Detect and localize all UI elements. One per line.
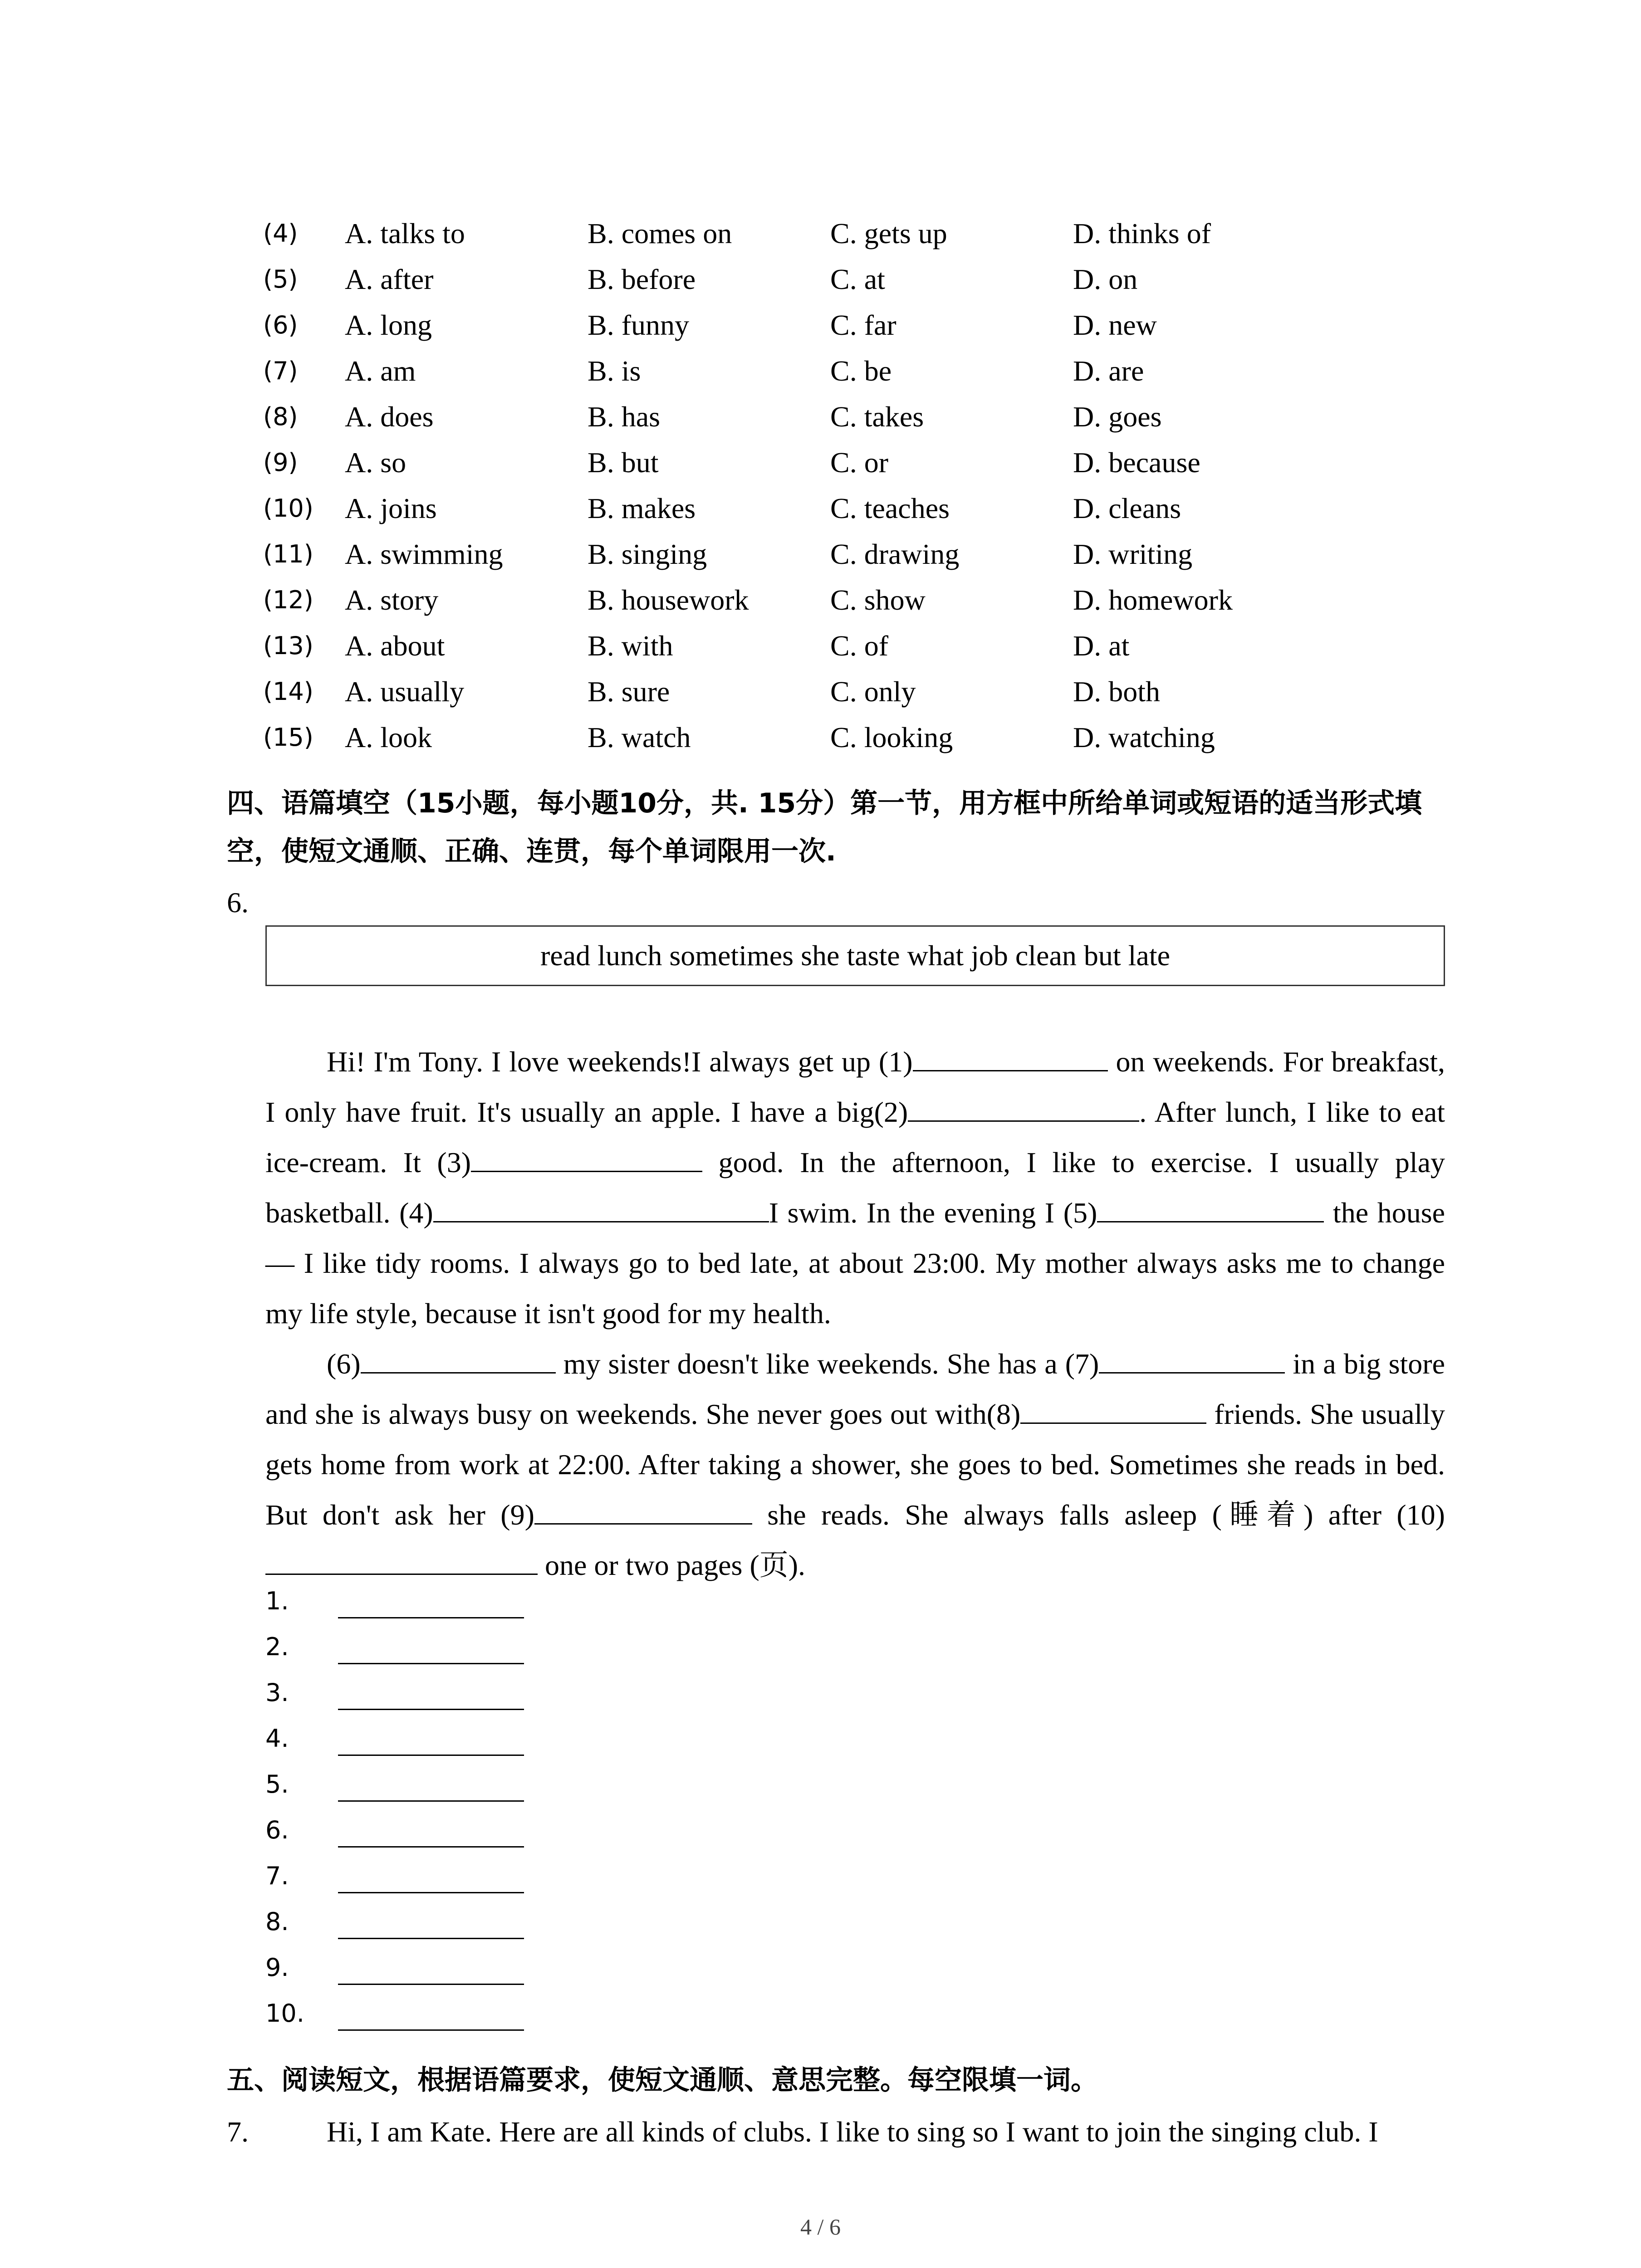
option-b: B. singing (588, 538, 707, 570)
blank-9 (534, 1491, 752, 1525)
question-6-number: 6. (227, 886, 249, 919)
blank-8 (1020, 1391, 1206, 1424)
passage-text: on weekends. For breakfast, I only have fruit. It's usually an apple. I have a big(2) (265, 1046, 1445, 1128)
question-number: (11) (263, 540, 314, 568)
option-b: B. sure (588, 675, 670, 708)
word-box: read lunch sometimes she taste what job clean but late (265, 925, 1445, 986)
answer-line[interactable] (338, 1846, 524, 1848)
option-c: C. drawing (830, 538, 960, 570)
answer-row (265, 1993, 583, 2034)
option-b: B. housework (588, 584, 749, 616)
option-a: A. about (345, 630, 445, 662)
answer-row (265, 1810, 583, 1851)
question-number: (13) (263, 631, 314, 660)
option-d: D. homework (1073, 584, 1233, 616)
answer-line[interactable] (338, 1755, 524, 1756)
option-row (263, 488, 1352, 529)
option-c: C. takes (830, 401, 924, 433)
question-7-number: 7. (227, 2116, 249, 2148)
option-c: C. be (830, 355, 892, 387)
passage-text: she reads. She always falls asleep (睡着) after (10) (752, 1499, 1445, 1531)
answer-number: 6. (265, 1816, 289, 1844)
option-row (263, 305, 1352, 346)
option-d: D. cleans (1073, 492, 1181, 524)
option-row (263, 534, 1352, 575)
passage-text: friends. She usually gets home from work at 22:00. After taking a shower, she goes to bed. Sometimes she reads in bed. But don't ask her (9) (265, 1398, 1445, 1531)
question-number: (4) (263, 219, 298, 248)
option-row (263, 671, 1352, 712)
option-row (263, 717, 1352, 758)
question-number: (12) (263, 586, 314, 614)
answer-row (265, 1627, 583, 1667)
blank-10 (265, 1542, 538, 1575)
option-row (263, 442, 1352, 483)
option-b: B. has (588, 401, 660, 433)
option-d: D. both (1073, 675, 1160, 708)
question-number: (8) (263, 402, 298, 431)
option-c: C. at (830, 263, 885, 295)
question-7-text: Hi, I am Kate. Here are all kinds of clubs. I like to sing so I want to join the singing club. I (327, 2116, 1378, 2148)
option-d: D. on (1073, 263, 1138, 295)
answer-line[interactable] (338, 1709, 524, 1710)
passage-paragraph-2 (265, 1339, 1445, 1590)
option-b: B. with (588, 630, 673, 662)
option-d: D. because (1073, 446, 1200, 479)
answer-row (265, 1581, 583, 1622)
passage-paragraph-1 (265, 1036, 1445, 1339)
passage-text: my sister doesn't like weekends. She has a (7) (555, 1348, 1099, 1380)
answer-line[interactable] (338, 1984, 524, 1985)
blank-7 (1099, 1340, 1285, 1374)
option-a: A. after (345, 263, 434, 295)
passage-text: good. In the afternoon, I like to exercise. I usually play basketball. (4) (265, 1146, 1445, 1229)
passage-text: (6) (327, 1348, 361, 1380)
answer-row (265, 1718, 583, 1759)
option-b: B. watch (588, 721, 691, 753)
option-c: C. or (830, 446, 888, 479)
option-a: A. swimming (345, 538, 503, 570)
option-row (263, 396, 1352, 437)
passage-text: in a big store and she is always busy on weekends. She never goes out with(8) (265, 1348, 1445, 1430)
option-a: A. long (345, 309, 432, 341)
answer-number: 3. (265, 1678, 289, 1707)
option-d: D. at (1073, 630, 1130, 662)
question-number: (15) (263, 723, 314, 752)
option-a: A. story (345, 584, 439, 616)
answer-row (265, 1947, 583, 1988)
option-b: B. but (588, 446, 659, 479)
option-a: A. talks to (345, 217, 465, 249)
question-number: (6) (263, 311, 298, 339)
answer-line[interactable] (338, 1800, 524, 1802)
option-row (263, 626, 1352, 666)
blank-5 (1097, 1189, 1324, 1222)
answer-row (265, 1672, 583, 1713)
option-d: D. watching (1073, 721, 1215, 753)
answer-number: 4. (265, 1724, 289, 1753)
option-c: C. show (830, 584, 926, 616)
option-row (263, 259, 1352, 300)
passage-text: Hi! I'm Tony. I love weekends!I always get up (1) (327, 1046, 913, 1078)
section-5-heading: 五、阅读短文，根据语篇要求，使短文通顺、意思完整。每空限填一词。 (227, 2064, 1098, 2096)
passage-text: the house — I like tidy rooms. I always go to bed late, at about 23:00. My mother always asks me to change my life style, because it isn't good for my health. (265, 1197, 1445, 1330)
answer-row (265, 1856, 583, 1897)
answer-row (265, 1764, 583, 1805)
blank-2 (908, 1089, 1139, 1122)
answer-line[interactable] (338, 1617, 524, 1618)
answer-number: 7. (265, 1862, 289, 1890)
blank-3 (471, 1139, 702, 1172)
answer-line[interactable] (338, 1892, 524, 1893)
answer-number: 1. (265, 1587, 289, 1615)
option-d: D. goes (1073, 401, 1162, 433)
option-row (263, 580, 1352, 621)
option-row (263, 351, 1352, 391)
answer-line[interactable] (338, 1938, 524, 1939)
option-c: C. only (830, 675, 916, 708)
option-a: A. joins (345, 492, 437, 524)
blank-4 (433, 1189, 769, 1222)
answer-number: 8. (265, 1907, 289, 1936)
option-b: B. makes (588, 492, 696, 524)
option-b: B. comes on (588, 217, 732, 249)
cloze-passage (265, 1036, 1445, 1590)
question-number: (5) (263, 265, 298, 293)
option-b: B. before (588, 263, 696, 295)
answer-number: 5. (265, 1770, 289, 1799)
option-a: A. am (345, 355, 416, 387)
passage-text: one or two pages (页). (538, 1549, 806, 1581)
blank-6 (361, 1340, 556, 1374)
question-number: (9) (263, 448, 298, 477)
question-number: (7) (263, 357, 298, 385)
passage-text: . After lunch, I like to eat ice-cream. It (3) (265, 1096, 1445, 1178)
option-b: B. is (588, 355, 641, 387)
answer-number: 10. (265, 1999, 304, 2028)
option-a: A. usually (345, 675, 465, 708)
passage-text: I swim. In the evening I (5) (769, 1197, 1097, 1229)
option-d: D. writing (1073, 538, 1193, 570)
option-c: C. of (830, 630, 888, 662)
option-c: C. teaches (830, 492, 950, 524)
answer-number: 9. (265, 1953, 289, 1982)
answer-line[interactable] (338, 2029, 524, 2031)
option-d: D. new (1073, 309, 1157, 341)
question-number: (10) (263, 494, 314, 523)
question-number: (14) (263, 677, 314, 706)
blank-1 (913, 1038, 1108, 1071)
answer-number: 2. (265, 1633, 289, 1661)
answer-row (265, 1901, 583, 1942)
answer-line[interactable] (338, 1663, 524, 1664)
option-row (263, 213, 1352, 254)
option-c: C. looking (830, 721, 953, 753)
option-b: B. funny (588, 309, 689, 341)
option-a: A. so (345, 446, 407, 479)
section-4-heading: 四、语篇填空（15小题，每小题10分，共. 15分）第一节，用方框中所给单词或短语的适当形式填空，使短文通顺、正确、连贯，每个单词限用一次. (227, 787, 1422, 867)
option-c: C. gets up (830, 217, 947, 249)
option-d: D. thinks of (1073, 217, 1211, 249)
option-c: C. far (830, 309, 896, 341)
option-a: A. look (345, 721, 432, 753)
option-a: A. does (345, 401, 434, 433)
page-number: 4 / 6 (800, 2214, 841, 2239)
option-d: D. are (1073, 355, 1144, 387)
